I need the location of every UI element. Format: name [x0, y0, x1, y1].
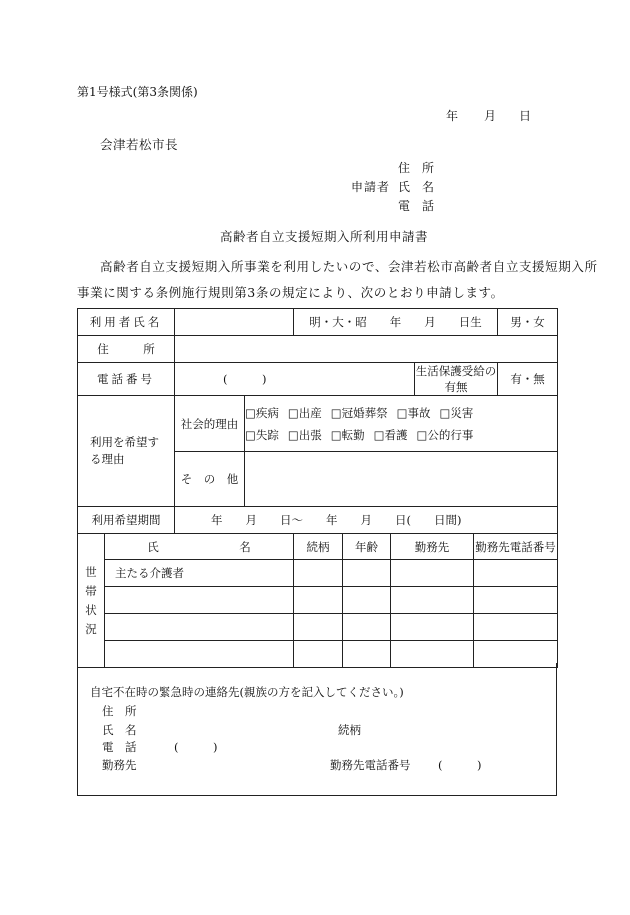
checkbox-missing[interactable]: □失踪 [245, 427, 279, 442]
table-cell[interactable] [294, 614, 343, 641]
main-caregiver-cell[interactable]: 主たる介護者 [105, 560, 294, 587]
table-cell[interactable] [391, 587, 474, 614]
phone-label: 電話番号 [78, 363, 175, 396]
other-reason-field[interactable] [245, 452, 558, 507]
table-cell[interactable] [391, 614, 474, 641]
table-cell[interactable] [343, 587, 391, 614]
addressee: 会津若松市長 [100, 137, 179, 152]
period-field[interactable]: 年 月 日～ 年 月 日( 日間) [175, 507, 558, 534]
table-cell[interactable] [474, 587, 558, 614]
body-line-1: 高齢者自立支援短期入所事業を利用したいので、会津若松市高齢者自立支援短期入所 [100, 259, 598, 274]
social-reason-label: 社会的理由 [175, 396, 245, 452]
birth-date-field[interactable]: 明・大・昭 年 月 日生 [294, 309, 498, 336]
address-field[interactable] [175, 336, 558, 363]
checkbox-ceremony[interactable]: □冠婚葬祭 [330, 405, 388, 420]
table-cell[interactable] [343, 614, 391, 641]
checkbox-transfer[interactable]: □転勤 [330, 427, 365, 442]
applicant-name-label: 氏 名 [398, 180, 435, 194]
period-label: 利用希望期間 [78, 507, 175, 534]
date-month: 月 [484, 109, 497, 123]
form-number: 第1号様式(第3条関係) [77, 85, 198, 99]
gender-field[interactable]: 男・女 [498, 309, 558, 336]
user-name-field[interactable] [175, 309, 294, 336]
other-label: そ の 他 [175, 452, 245, 507]
date-year: 年 [446, 109, 459, 123]
contact-phone-parens: ( ) [174, 740, 218, 754]
checkbox-disaster[interactable]: □災害 [439, 405, 474, 420]
social-reasons-row-1 [245, 402, 557, 424]
emergency-contact-box [77, 663, 557, 796]
date-day: 日 [519, 109, 532, 123]
social-reason-checkboxes [245, 396, 558, 452]
table-cell[interactable] [105, 587, 294, 614]
contact-heading: 自宅不在時の緊急時の連絡先(親族の方を記入してください。) [90, 685, 404, 699]
application-form-table [77, 308, 558, 668]
household-col-workplace-phone: 勤務先電話番号 [474, 534, 558, 560]
social-reasons-row-2 [245, 424, 557, 446]
applicant-label: 申請者 [351, 180, 391, 194]
household-col-workplace: 勤務先 [391, 534, 474, 560]
checkbox-public-event[interactable]: □公的行事 [416, 427, 474, 442]
phone-field[interactable] [175, 363, 415, 396]
household-label: 世 帯 状 況 [78, 534, 105, 668]
contact-phone-label: 電 話 [102, 740, 137, 754]
table-cell[interactable] [294, 560, 343, 587]
document-title: 高齢者自立支援短期入所利用申請書 [220, 229, 429, 244]
checkbox-childbirth[interactable]: □出産 [287, 405, 322, 420]
contact-name-label: 氏 名 [102, 723, 137, 737]
table-cell[interactable] [294, 587, 343, 614]
applicant-phone-label: 電 話 [398, 199, 435, 213]
checkbox-nursing[interactable]: □看護 [373, 427, 408, 442]
household-col-relation: 続柄 [294, 534, 343, 560]
contact-address-label: 住 所 [102, 704, 137, 718]
checkbox-illness[interactable]: □疾病 [245, 405, 279, 420]
reason-label: 利用を希望する理由 [78, 396, 175, 507]
contact-workplace-phone-parens: ( ) [438, 758, 482, 772]
checkbox-accident[interactable]: □事故 [396, 405, 431, 420]
household-col-age: 年齢 [343, 534, 391, 560]
table-cell[interactable] [105, 614, 294, 641]
address-label: 住 所 [78, 336, 175, 363]
table-cell[interactable] [391, 560, 474, 587]
household-col-name: 氏 名 [105, 534, 294, 560]
table-cell[interactable] [343, 560, 391, 587]
welfare-field[interactable]: 有・無 [498, 363, 558, 396]
user-name-label: 利用者氏名 [78, 309, 175, 336]
checkbox-business-trip[interactable]: □出張 [287, 427, 322, 442]
table-cell[interactable] [474, 614, 558, 641]
contact-workplace-phone-label: 勤務先電話番号 [330, 758, 411, 772]
welfare-label: 生活保護受給の有無 [415, 364, 497, 394]
body-line-2: 事業に関する条例施行規則第3条の規定により、次のとおり申請します。 [77, 285, 504, 300]
applicant-address-label: 住 所 [398, 161, 435, 175]
table-cell[interactable] [474, 560, 558, 587]
contact-workplace-label: 勤務先 [102, 758, 137, 772]
contact-relation-label: 続柄 [338, 723, 361, 737]
phone-parens: ( ) [223, 372, 267, 386]
